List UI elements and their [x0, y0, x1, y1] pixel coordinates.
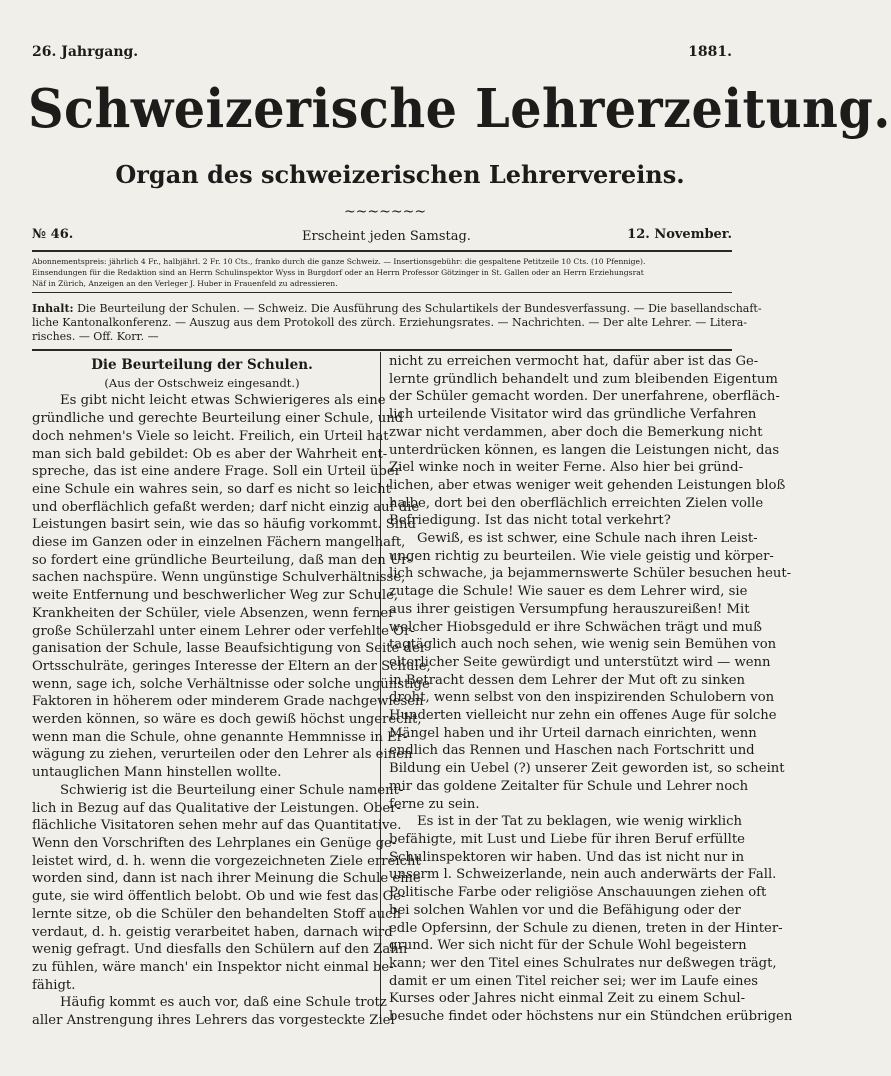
- publication-frequency: Erscheint jeden Samstag.: [302, 229, 471, 244]
- text-line: fähigt.: [32, 977, 76, 993]
- text-line: lich in Bezug auf das Qualitative der Leistungen. Ober-: [32, 800, 401, 816]
- text-line: Schulinspektoren wir haben. Und das ist nicht nur in: [389, 849, 745, 865]
- text-line: ferne zu sein.: [389, 796, 480, 812]
- right-column: [389, 353, 793, 1026]
- text-line: kann; wer den Titel eines Schulrates nur deßwegen trägt,: [389, 955, 777, 971]
- contents-line: liche Kantonalkonferenz. — Auszug aus dem Protokoll des zürch. Erziehungsrates. — Nachrichten. — Der alte Lehrer. — Litera-: [32, 316, 747, 329]
- text-line: aller Anstrengung ihres Lehrers das vorgesteckte Ziel: [32, 1013, 395, 1029]
- text-line: so fordert eine gründliche Beurteilung, daß man den Ur-: [32, 552, 412, 568]
- text-line: große Schülerzahl unter einem Lehrer oder verfehlte Or-: [32, 623, 415, 639]
- text-line: unserm l. Schweizerlande, nein auch anderwärts der Fall.: [389, 867, 777, 883]
- text-line: endlich das Rennen und Haschen nach Fortschritt und: [389, 743, 755, 759]
- text-line: Faktoren in höherem oder minderem Grade nachgewiesen: [32, 694, 424, 710]
- text-line: verdaut, d. h. geistig verarbeitet haben, darnach wird: [32, 924, 393, 940]
- text-line: welcher Hiobsgeduld er ihre Schwächen trägt und muß: [389, 619, 762, 635]
- text-line: Befriedigung. Ist das nicht total verkehrt?: [389, 513, 671, 529]
- left-column: [32, 357, 431, 1030]
- text-line: lichen, aber etwas weniger weit gehenden Leistungen bloß: [389, 477, 786, 493]
- issue-line: [32, 227, 732, 245]
- text-line: zutage die Schule! Wie sauer es dem Lehrer wird, sie: [389, 584, 748, 600]
- text-line: worden sind, dann ist nach ihrer Meinung die Schule eine: [32, 871, 421, 887]
- left-column-text: [32, 392, 431, 1029]
- text-line: untauglichen Mann hinstellen wollte.: [32, 765, 282, 781]
- right-column-text: [389, 353, 793, 1026]
- text-line: spreche, das ist eine andere Frage. Soll ein Urteil über: [32, 464, 401, 480]
- text-line: Politische Farbe oder religiöse Anschauungen ziehen oft: [389, 885, 767, 901]
- text-line: Hunderten vielleicht nur zehn ein offenes Auge für solche: [389, 708, 777, 724]
- subscription-info: [32, 256, 734, 289]
- article-source: (Aus der Ostschweiz eingesandt.): [104, 375, 300, 390]
- text-line: halbe, dort bei den oberflächlich erreichten Zielen volle: [389, 495, 764, 511]
- text-line: lich urteilende Visitator wird das gründliche Verfahren: [389, 407, 757, 423]
- text-line: doch nehmen's Viele so leicht. Freilich, ein Urteil hat: [32, 428, 389, 444]
- contents-line: risches. — Off. Korr. —: [32, 330, 159, 343]
- text-line: befähigte, mit Lust und Liebe für ihren Beruf erfüllte: [389, 831, 745, 847]
- text-line: Gewiß, es ist schwer, eine Schule nach ihren Leist-: [417, 531, 758, 547]
- ornament-divider: ~~~~~~~: [343, 204, 427, 220]
- text-line: ungen richtig zu beurteilen. Wie viele geistig und körper-: [389, 548, 774, 564]
- text-line: aus ihrer geistigen Versumpfung herauszureißen! Mit: [389, 601, 750, 617]
- text-line: wenig gefragt. Und diesfalls den Schülern auf den Zahn: [32, 942, 408, 958]
- text-line: wägung zu ziehen, verurteilen oder den Lehrer als einen: [32, 747, 413, 763]
- text-line: elterlicher Seite gewürdigt und unterstützt wird — wenn: [389, 654, 771, 670]
- text-line: wenn, sage ich, solche Verhältnisse oder solche ungünstige: [32, 676, 430, 692]
- text-line: der Schüler gemacht worden. Der unerfahrene, oberfläch-: [389, 389, 780, 405]
- text-line: weite Entfernung und beschwerlicher Weg zur Schule,: [32, 588, 399, 604]
- text-line: grund. Wer sich nicht für der Schule Wohl begeistern: [389, 938, 747, 954]
- text-line: eine Schule ein wahres sein, so darf es nicht so leicht: [32, 481, 391, 497]
- text-line: Schwierig ist die Beurteilung einer Schule nament-: [60, 782, 404, 798]
- contents-line: Inhalt: Die Beurteilung der Schulen. — Schweiz. Die Ausführung des Schulartikels der Bundesverfassung. — Die basellandschaft-: [32, 302, 762, 315]
- text-line: tagtäglich auch noch sehen, wie wenig sein Bemühen von: [389, 637, 777, 653]
- subscription-rule: [32, 292, 732, 293]
- masthead-subtitle: Organ des schweizerischen Lehrervereins.: [115, 160, 685, 189]
- contents-rule: [32, 349, 732, 351]
- text-line: mir das goldene Zeitalter für Schule und Lehrer noch: [389, 778, 749, 794]
- text-line: Ziel winke noch in weiter Ferne. Also hier bei gründ-: [389, 460, 744, 476]
- subscription-line: Einsendungen für die Redaktion sind an Herrn Schulinspektor Wyss in Burgdorf oder an Herrn Professor Götzinger in St. Gallen oder an Herrn Erziehungsrat: [32, 268, 644, 277]
- text-line: nicht zu erreichen vermocht hat, dafür aber ist das Ge-: [389, 354, 759, 369]
- text-line: leistet wird, d. h. wenn die vorgezeichneten Ziele erreicht: [32, 853, 421, 869]
- text-line: besuche findet oder höchstens nur ein Stündchen erübrigen: [389, 1009, 793, 1025]
- text-line: Ortsschulräte, geringes Interesse der Eltern an der Schule,: [32, 658, 431, 674]
- text-line: damit er um einen Titel reicher sei; wer im Laufe eines: [389, 973, 759, 989]
- text-line: zu fühlen, wäre manch' ein Inspektor nicht einmal be-: [32, 959, 394, 975]
- text-line: flächliche Visitatoren sehen mehr auf das Quantitative.: [32, 818, 402, 834]
- text-line: wenn man die Schule, ohne genannte Hemmnisse in Er-: [32, 729, 408, 745]
- text-line: lernte gründlich behandelt und zum bleibenden Eigentum: [389, 371, 778, 387]
- masthead-title: Schweizerische Lehrerzeitung.: [28, 78, 891, 140]
- top-line: [32, 44, 732, 60]
- text-line: ganisation der Schule, lasse Beaufsichtigung von Seite der: [32, 641, 427, 657]
- text-line: man sich bald gebildet: Ob es aber der Wahrheit ent-: [32, 446, 388, 462]
- text-line: diese im Ganzen oder in einzelnen Fächern mangelhaft,: [32, 535, 406, 551]
- text-line: gute, sie wird öffentlich belobt. Ob und wie fest das Ge-: [32, 889, 406, 905]
- text-line: edle Opfersinn, der Schule zu dienen, treten in der Hinter-: [389, 920, 783, 936]
- text-line: Häufig kommt es auch vor, daß eine Schule trotz: [60, 995, 387, 1011]
- issue-number: № 46.: [32, 227, 74, 242]
- text-line: gründliche und gerechte Beurteilung einer Schule, und: [32, 411, 404, 427]
- text-line: Krankheiten der Schüler, viele Absenzen, wenn ferner: [32, 605, 395, 621]
- header-rule: [32, 250, 732, 252]
- text-line: droht, wenn selbst von den inspizirenden Schulobern von: [389, 690, 775, 706]
- subscription-line: Abonnementspreis: jährlich 4 Fr., halbjährl. 2 Fr. 10 Cts., franko durch die ganze Schweiz. — Insertionsgebühr: die gespaltene Petitzeile 10 Cts. (10 Pfennige).: [32, 257, 646, 266]
- text-line: lernte sitze, ob die Schüler den behandelten Stoff auch: [32, 906, 402, 922]
- text-line: unterdrücken können, es langen die Leistungen nicht, das: [389, 442, 780, 458]
- table-of-contents: [32, 302, 762, 344]
- text-line: Kurses oder Jahres nicht einmal Zeit zu einem Schul-: [389, 991, 746, 1007]
- text-line: lich schwache, ja bejammernswerte Schüler besuchen heut-: [389, 566, 792, 582]
- text-line: Bildung ein Uebel (?) unserer Zeit geworden ist, so scheint: [389, 761, 785, 777]
- text-line: Mängel haben und ihr Urteil darnach einrichten, wenn: [389, 725, 757, 741]
- subscription-line: Näf in Zürich, Anzeigen an den Verleger J. Huber in Frauenfeld zu adressieren.: [32, 279, 338, 288]
- contents-label: Inhalt:: [32, 302, 74, 315]
- text-line: und oberflächlich gefaßt werden; darf nicht einzig auf die: [32, 499, 420, 515]
- volume-label: 26. Jahrgang.: [32, 44, 139, 60]
- text-line: in Betracht dessen dem Lehrer der Mut oft zu sinken: [389, 672, 746, 688]
- article-title: Die Beurteilung der Schulen.: [91, 357, 313, 373]
- text-line: Es ist in der Tat zu beklagen, wie wenig wirklich: [417, 814, 742, 830]
- text-line: zwar nicht verdammen, aber doch die Bemerkung nicht: [389, 424, 763, 440]
- text-line: bei solchen Wahlen vor und die Befähigung oder der: [389, 902, 741, 918]
- text-line: sachen nachspüre. Wenn ungünstige Schulverhältnisse,: [32, 570, 406, 586]
- text-line: werden können, so wäre es doch gewiß höchst ungerecht,: [32, 712, 422, 728]
- text-line: Leistungen basirt sein, wie das so häufig vorkommt. Sind: [32, 517, 416, 533]
- year-label: 1881.: [688, 44, 732, 60]
- issue-date: 12. November.: [627, 227, 732, 242]
- text-line: Wenn den Vorschriften des Lehrplanes ein Genüge ge-: [32, 835, 397, 851]
- text-line: Es gibt nicht leicht etwas Schwierigeres als eine: [60, 393, 386, 409]
